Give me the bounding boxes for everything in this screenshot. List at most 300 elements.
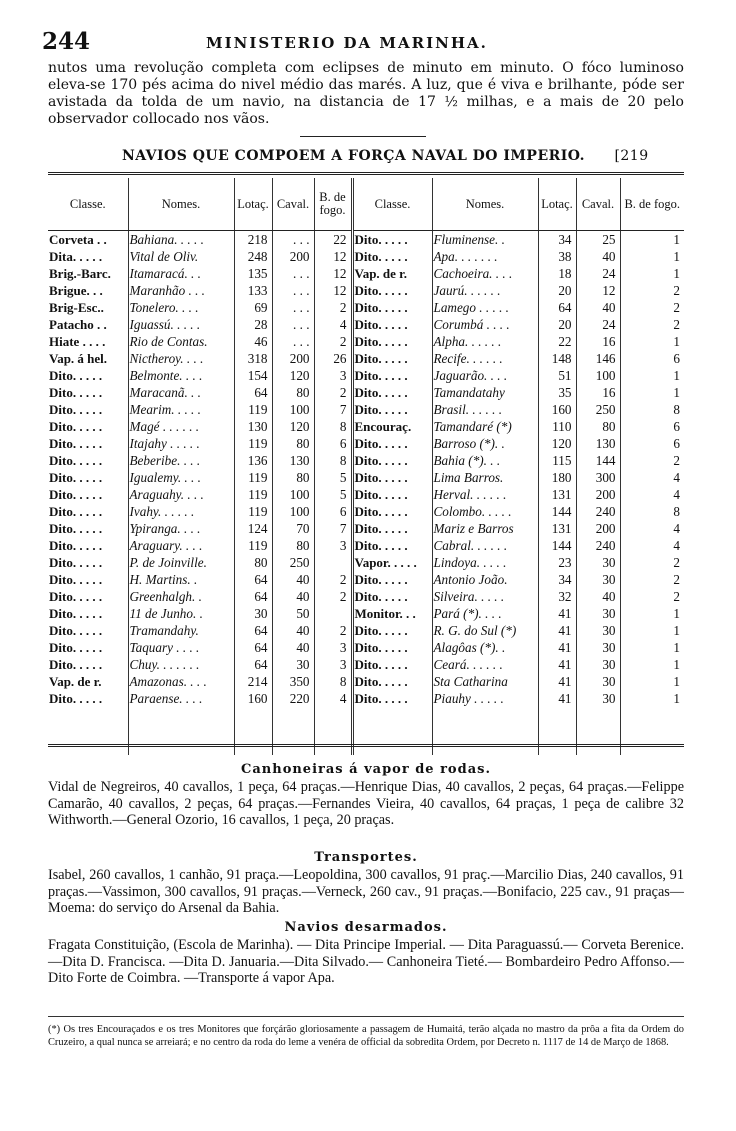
table-cell: 250 xyxy=(576,401,620,418)
table-cell: Vap. de r. xyxy=(352,265,432,282)
table-row xyxy=(48,282,684,299)
table-cell: 2 xyxy=(314,333,352,350)
table-body xyxy=(48,231,684,756)
column-header: Lotaç. xyxy=(538,178,576,231)
table-cell: 240 xyxy=(576,503,620,520)
table-cell: H. Martins. . xyxy=(128,571,234,588)
table-row xyxy=(48,350,684,367)
table-cell: Araguahy. . . . xyxy=(128,486,234,503)
table-cell: 25 xyxy=(576,231,620,249)
section-paragraph: Fragata Constituição, (Escola de Marinha). — Dita Principe Imperial. — Dita Paraguassú.— Corveta Berenice.—Dita D. Francisca. —Dita D. Januaria.—Dita Silvado.— Canhoneira Tieté.— Bombardeiro Pedro Affonso.—Dito Forte de Coimbra. —Transporte á vapor Apa. xyxy=(48,937,684,986)
table-cell: 119 xyxy=(234,486,272,503)
table-spacer-cell xyxy=(352,707,432,755)
table-cell: Bahiana. . . . . xyxy=(128,231,234,249)
table-cell: 100 xyxy=(272,486,314,503)
table-cell: . . . xyxy=(272,333,314,350)
running-title: MINISTERIO DA MARINHA. xyxy=(206,34,488,52)
table-cell: 1 xyxy=(620,248,684,265)
table-cell: 350 xyxy=(272,673,314,690)
table-cell: Dito. . . . . xyxy=(49,487,103,502)
table-cell: 46 xyxy=(234,333,272,350)
table-cell: Mariz e Barros xyxy=(432,520,538,537)
table-cell: 2 xyxy=(620,452,684,469)
table-cell: Dito. . . . . xyxy=(352,673,432,690)
table-cell: Ypiranga. . . . xyxy=(128,520,234,537)
table-cell: Paraense. . . . xyxy=(128,690,234,707)
table-cell: Alagôas (*). . xyxy=(432,639,538,656)
table-cell: Igualemy. . . . xyxy=(128,469,234,486)
table-cell: 144 xyxy=(538,503,576,520)
table-cell: Brig.-Barc. xyxy=(49,266,111,281)
table-cell: 218 xyxy=(234,231,272,249)
table-cell: Tamandaré (*) xyxy=(432,418,538,435)
table-row xyxy=(48,486,684,503)
footnote-rule xyxy=(48,1016,684,1017)
table-cell: Tamandatahy xyxy=(432,384,538,401)
table-cell: 8 xyxy=(314,418,352,435)
table-cell: 80 xyxy=(576,418,620,435)
table-cell: 4 xyxy=(620,469,684,486)
table-cell: 50 xyxy=(272,605,314,622)
table-cell: Dito. . . . . xyxy=(352,452,432,469)
table-cell: Ivahy. . . . . . xyxy=(128,503,234,520)
table-cell: Dito. . . . . xyxy=(352,690,432,707)
table-cell: 130 xyxy=(272,452,314,469)
table-cell: Tonelero. . . . xyxy=(128,299,234,316)
table-cell: Dito. . . . . xyxy=(49,470,103,485)
column-header: Classe. xyxy=(48,178,128,231)
table-cell: Hiate . . . . xyxy=(49,334,106,349)
table-row xyxy=(48,316,684,333)
table-row xyxy=(48,469,684,486)
table-cell: 69 xyxy=(234,299,272,316)
table-cell: 1 xyxy=(620,656,684,673)
table-cell: . . . xyxy=(272,231,314,249)
table-cell: 200 xyxy=(272,248,314,265)
table-cell: Dito. . . . . xyxy=(49,453,103,468)
table-cell: 3 xyxy=(314,639,352,656)
table-cell: Vap. de r. xyxy=(49,674,102,689)
table-cell: 35 xyxy=(538,384,576,401)
table-cell: Belmonte. . . . xyxy=(128,367,234,384)
table-cell: 40 xyxy=(272,622,314,639)
table-cell: 1 xyxy=(620,367,684,384)
table-cell: 80 xyxy=(272,435,314,452)
table-cell: 6 xyxy=(314,503,352,520)
table-cell: Mearim. . . . . xyxy=(128,401,234,418)
intro-paragraph xyxy=(48,60,684,128)
column-header: Nomes. xyxy=(432,178,538,231)
table-header-row xyxy=(48,178,684,231)
table-cell: Patacho . . xyxy=(49,317,107,332)
table-cell: Dito. . . . . xyxy=(352,537,432,554)
table-cell: Corumbá . . . . xyxy=(432,316,538,333)
table-cell: 160 xyxy=(538,401,576,418)
table-cell: 20 xyxy=(538,316,576,333)
table-cell: 80 xyxy=(272,537,314,554)
table-cell: Dito. . . . . xyxy=(352,282,432,299)
table-cell: 40 xyxy=(576,588,620,605)
table-cell: 1 xyxy=(620,231,684,249)
table-cell: Corveta . . xyxy=(49,232,107,247)
table-cell: 18 xyxy=(538,265,576,282)
table-row xyxy=(48,265,684,282)
table-cell: Tramandahy. xyxy=(128,622,234,639)
table-cell: Rio de Contas. xyxy=(128,333,234,350)
table-cell: Amazonas. . . . xyxy=(128,673,234,690)
table-cell: 41 xyxy=(538,639,576,656)
table-cell: Ceará. . . . . . xyxy=(432,656,538,673)
table-spacer-cell xyxy=(576,707,620,755)
table-cell: 2 xyxy=(314,299,352,316)
table-cell: Dito. . . . . xyxy=(49,572,103,587)
fleet-table xyxy=(48,178,684,755)
table-cell: Dito. . . . . xyxy=(49,691,103,706)
table-cell: Dito. . . . . xyxy=(352,350,432,367)
table-cell: 70 xyxy=(272,520,314,537)
table-row xyxy=(48,248,684,265)
table-row xyxy=(48,401,684,418)
table-cell: Dito. . . . . xyxy=(49,623,103,638)
table-cell: 110 xyxy=(538,418,576,435)
table-cell: 4 xyxy=(620,520,684,537)
table-cell: 119 xyxy=(234,401,272,418)
table-cell: 30 xyxy=(576,690,620,707)
table-cell: Vital de Oliv. xyxy=(128,248,234,265)
table-cell: Dito. . . . . xyxy=(49,640,103,655)
table-cell: Lamego . . . . . xyxy=(432,299,538,316)
table-cell: Dito. . . . . xyxy=(352,469,432,486)
table-cell: 6 xyxy=(314,435,352,452)
table-cell: 1 xyxy=(620,690,684,707)
table-cell: 146 xyxy=(576,350,620,367)
table-cell: 64 xyxy=(234,622,272,639)
table-cell: Dito. . . . . xyxy=(352,588,432,605)
table-cell: Dito. . . . . xyxy=(352,486,432,503)
table-cell: 2 xyxy=(314,571,352,588)
table-cell: 2 xyxy=(620,282,684,299)
table-cell: Jaguarão. . . . xyxy=(432,367,538,384)
table-cell: Dito. . . . . xyxy=(352,299,432,316)
table-cell: 5 xyxy=(314,469,352,486)
table-cell: 6 xyxy=(620,350,684,367)
table-cell: Dito. . . . . xyxy=(49,385,103,400)
table-cell: 154 xyxy=(234,367,272,384)
table-cell: R. G. do Sul (*) xyxy=(432,622,538,639)
table-cell: 23 xyxy=(538,554,576,571)
table-cell: 214 xyxy=(234,673,272,690)
table-spacer-cell xyxy=(128,707,234,755)
table-cell: 4 xyxy=(620,486,684,503)
table-cell: 30 xyxy=(576,571,620,588)
table-cell: 64 xyxy=(234,571,272,588)
table-cell: 2 xyxy=(314,588,352,605)
table-cell: 30 xyxy=(576,639,620,656)
table-cell: Dito. . . . . xyxy=(352,316,432,333)
table-cell: 1 xyxy=(620,333,684,350)
table-cell: Maranhão . . . xyxy=(128,282,234,299)
table-cell: Dito. . . . . xyxy=(49,538,103,553)
table-cell: 3 xyxy=(314,537,352,554)
table-cell: 16 xyxy=(576,333,620,350)
table-cell: 11 de Junho. . xyxy=(128,605,234,622)
table-cell: Itamaracá. . . xyxy=(128,265,234,282)
table-cell: Nictheroy. . . . xyxy=(128,350,234,367)
table-cell: 34 xyxy=(538,231,576,249)
table-cell: Dito. . . . . xyxy=(352,435,432,452)
table-cell: 30 xyxy=(272,656,314,673)
table-cell: Dito. . . . . xyxy=(49,589,103,604)
table-cell: Dito. . . . . xyxy=(49,555,103,570)
table-cell: 1 xyxy=(620,384,684,401)
table-cell: 80 xyxy=(272,384,314,401)
table-row xyxy=(48,333,684,350)
section-title-desarmados: Navios desarmados. xyxy=(284,920,448,935)
table-cell: P. de Joinville. xyxy=(128,554,234,571)
table-cell: 148 xyxy=(538,350,576,367)
table-cell: Fluminense. . xyxy=(432,231,538,249)
column-header: Nomes. xyxy=(128,178,234,231)
table-spacer-row xyxy=(48,707,684,755)
table-cell: Dito. . . . . xyxy=(352,656,432,673)
table-cell: 130 xyxy=(576,435,620,452)
table-cell: 8 xyxy=(620,503,684,520)
table-cell: 1 xyxy=(620,622,684,639)
table-cell: 300 xyxy=(576,469,620,486)
table-cell: Dito. . . . . xyxy=(49,419,103,434)
table-cell: 131 xyxy=(538,520,576,537)
column-header: Lotaç. xyxy=(234,178,272,231)
table-cell: Pará (*). . . . xyxy=(432,605,538,622)
table-cell: 200 xyxy=(576,486,620,503)
table-cell: 41 xyxy=(538,690,576,707)
table-cell: 12 xyxy=(314,265,352,282)
table-cell: Piauhy . . . . . xyxy=(432,690,538,707)
section-paragraph: Vidal de Negreiros, 40 cavallos, 1 peça, 64 praças.—Henrique Dias, 40 cavallos, 2 peças, 64 praças.—Felippe Camarão, 40 cavallos, 2 peças, 64 praças.—Fernandes Vieira, 40 cavallos, 64 praças, 1 peça de calibre 32 Withworth.—General Ozorio, 16 cavallos, 1 peça, 20 praças. xyxy=(48,779,684,828)
table-cell: 7 xyxy=(314,520,352,537)
table-cell: 124 xyxy=(234,520,272,537)
table-cell: 22 xyxy=(314,231,352,249)
table-cell: Araguary. . . . xyxy=(128,537,234,554)
table-row xyxy=(48,656,684,673)
table-row xyxy=(48,571,684,588)
table-cell: 220 xyxy=(272,690,314,707)
table-cell: 41 xyxy=(538,605,576,622)
table-row xyxy=(48,231,684,249)
table-cell: 100 xyxy=(576,367,620,384)
table-cell: 6 xyxy=(620,418,684,435)
table-cell: 30 xyxy=(576,622,620,639)
table-cell: . . . xyxy=(272,299,314,316)
table-cell: Maracanã. . . xyxy=(128,384,234,401)
table-row xyxy=(48,520,684,537)
column-header: Caval. xyxy=(272,178,314,231)
table-cell: . . . xyxy=(272,282,314,299)
table-spacer-cell xyxy=(314,707,352,755)
table-cell: Alpha. . . . . . xyxy=(432,333,538,350)
table-cell: Greenhalgh. . xyxy=(128,588,234,605)
table-cell: 136 xyxy=(234,452,272,469)
table-cell: Chuy. . . . . . . xyxy=(128,656,234,673)
table-cell: Dito. . . . . xyxy=(352,571,432,588)
table-cell: 30 xyxy=(576,554,620,571)
table-row xyxy=(48,299,684,316)
table-cell: 20 xyxy=(538,282,576,299)
table-cell: 115 xyxy=(538,452,576,469)
table-cell: 40 xyxy=(272,639,314,656)
table-spacer-cell xyxy=(432,707,538,755)
table-cell: Dito. . . . . xyxy=(352,231,432,249)
table-cell: 24 xyxy=(576,316,620,333)
table-cell: 40 xyxy=(272,571,314,588)
table-cell: 32 xyxy=(538,588,576,605)
table-spacer-cell xyxy=(620,707,684,755)
table-row xyxy=(48,435,684,452)
table-cell: 64 xyxy=(234,656,272,673)
table-cell: 8 xyxy=(314,673,352,690)
table-cell: 8 xyxy=(314,452,352,469)
table-cell: 120 xyxy=(538,435,576,452)
table-cell: 80 xyxy=(272,469,314,486)
table-ref: [219 xyxy=(614,148,649,164)
table-cell: Recife. . . . . . xyxy=(432,350,538,367)
table-cell: 26 xyxy=(314,350,352,367)
table-cell: Dito. . . . . xyxy=(49,368,103,383)
table-cell: Dito. . . . . xyxy=(49,521,103,536)
table-cell: 248 xyxy=(234,248,272,265)
table-row xyxy=(48,367,684,384)
table-cell: 5 xyxy=(314,486,352,503)
table-spacer-cell xyxy=(234,707,272,755)
table-cell: 2 xyxy=(620,554,684,571)
table-cell: 51 xyxy=(538,367,576,384)
table-cell: 1 xyxy=(620,605,684,622)
table-cell: Apa. . . . . . . xyxy=(432,248,538,265)
table-cell: 318 xyxy=(234,350,272,367)
section-text-canhoneiras xyxy=(48,779,684,829)
table-cell: Dito. . . . . xyxy=(49,436,103,451)
table-row xyxy=(48,418,684,435)
table-cell: 135 xyxy=(234,265,272,282)
table-cell: Dito. . . . . xyxy=(352,384,432,401)
table-cell: Dito. . . . . xyxy=(352,622,432,639)
table-bottom-rule xyxy=(48,744,684,747)
table-cell: 6 xyxy=(620,435,684,452)
table-cell: 200 xyxy=(576,520,620,537)
table-cell: 80 xyxy=(234,554,272,571)
table-cell: Dito. . . . . xyxy=(352,401,432,418)
table-cell: 30 xyxy=(576,656,620,673)
table-cell: 250 xyxy=(272,554,314,571)
table-cell: 4 xyxy=(620,537,684,554)
table-cell: 30 xyxy=(234,605,272,622)
table-cell: 120 xyxy=(272,367,314,384)
section-title-transportes: Transportes. xyxy=(314,850,418,865)
table-cell: 119 xyxy=(234,469,272,486)
table-cell: 160 xyxy=(234,690,272,707)
table-cell: 41 xyxy=(538,622,576,639)
table-row xyxy=(48,503,684,520)
table-cell: Silveira. . . . . xyxy=(432,588,538,605)
page-number: 244 xyxy=(42,28,91,55)
table-cell: 4 xyxy=(314,316,352,333)
table-cell: 2 xyxy=(620,316,684,333)
table-cell: Beberibe. . . . xyxy=(128,452,234,469)
table-cell xyxy=(314,554,352,571)
table-cell: 119 xyxy=(234,537,272,554)
table-title-text: NAVIOS QUE COMPOEM A FORÇA NAVAL DO IMPERIO. xyxy=(122,148,586,164)
table-cell: Cachoeira. . . . xyxy=(432,265,538,282)
table-row xyxy=(48,588,684,605)
intro-text: nutos uma revolução completa com eclipses de minuto em minuto. O fóco luminoso eleva-se 170 pés acima do nivel médio das marés. A luz, que é viva e brilhante, póde ser avistada da tolda de um navio, na distancia de 17 ½ milhas, e a mais de 20 pelo observador collocado nos vãos. xyxy=(48,60,684,127)
table-cell: 2 xyxy=(314,384,352,401)
table-row xyxy=(48,605,684,622)
table-top-rule xyxy=(48,172,684,175)
table-spacer-cell xyxy=(272,707,314,755)
table-cell: Herval. . . . . . xyxy=(432,486,538,503)
table-cell: 3 xyxy=(314,367,352,384)
table-cell: 64 xyxy=(234,384,272,401)
table-row xyxy=(48,639,684,656)
table-cell: 100 xyxy=(272,503,314,520)
table-row xyxy=(48,622,684,639)
table-cell: 30 xyxy=(576,673,620,690)
table-cell: 240 xyxy=(576,537,620,554)
table-cell: 119 xyxy=(234,503,272,520)
table-cell: Sta Catharina xyxy=(432,673,538,690)
table-cell: Bahia (*). . . xyxy=(432,452,538,469)
table-cell: 40 xyxy=(576,299,620,316)
table-cell: Dita. . . . . xyxy=(49,249,103,264)
table-cell: 16 xyxy=(576,384,620,401)
table-cell: 24 xyxy=(576,265,620,282)
table-cell: 34 xyxy=(538,571,576,588)
table-cell: Taquary . . . . xyxy=(128,639,234,656)
footnote-text: (*) Os tres Encouraçados e os tres Monitores que forçárão gloriosamente a passagem de Humaitá, terão alçada no mastro da prôa a fita da Ordem do Cruzeiro, a qual nunca se arreiará; e no centro da roda do leme a venéra de official da sobredita Ordem, por Decreto n. 1117 de 14 de Março de 1868. xyxy=(48,1024,684,1048)
table-cell: Itajahy . . . . . xyxy=(128,435,234,452)
table-cell: 64 xyxy=(538,299,576,316)
table-cell: 40 xyxy=(272,588,314,605)
table-row xyxy=(48,537,684,554)
table-cell: 40 xyxy=(576,248,620,265)
table-cell: Dito. . . . . xyxy=(352,248,432,265)
table-cell: Dito. . . . . xyxy=(49,402,103,417)
table-cell: Dito. . . . . xyxy=(49,657,103,672)
column-header: B. de fogo. xyxy=(314,178,352,231)
table-cell: 7 xyxy=(314,401,352,418)
table-cell: 4 xyxy=(314,690,352,707)
table-cell: 12 xyxy=(314,282,352,299)
table-cell: 2 xyxy=(620,299,684,316)
table-cell: 130 xyxy=(234,418,272,435)
table-cell: Colombo. . . . . xyxy=(432,503,538,520)
table-cell: Dito. . . . . xyxy=(49,504,103,519)
column-header: Caval. xyxy=(576,178,620,231)
table-cell: 180 xyxy=(538,469,576,486)
table-cell: 38 xyxy=(538,248,576,265)
table-cell: 119 xyxy=(234,435,272,452)
table-spacer-cell xyxy=(48,707,128,755)
table-cell: 12 xyxy=(576,282,620,299)
table-cell: Brasil. . . . . . xyxy=(432,401,538,418)
table-cell: Encouraç. xyxy=(352,418,432,435)
table-cell: Barroso (*). . xyxy=(432,435,538,452)
table-cell: 30 xyxy=(576,605,620,622)
footnote xyxy=(48,1024,684,1049)
table-cell: 2 xyxy=(620,588,684,605)
table-spacer-cell xyxy=(538,707,576,755)
table-cell: Iguassú. . . . . xyxy=(128,316,234,333)
